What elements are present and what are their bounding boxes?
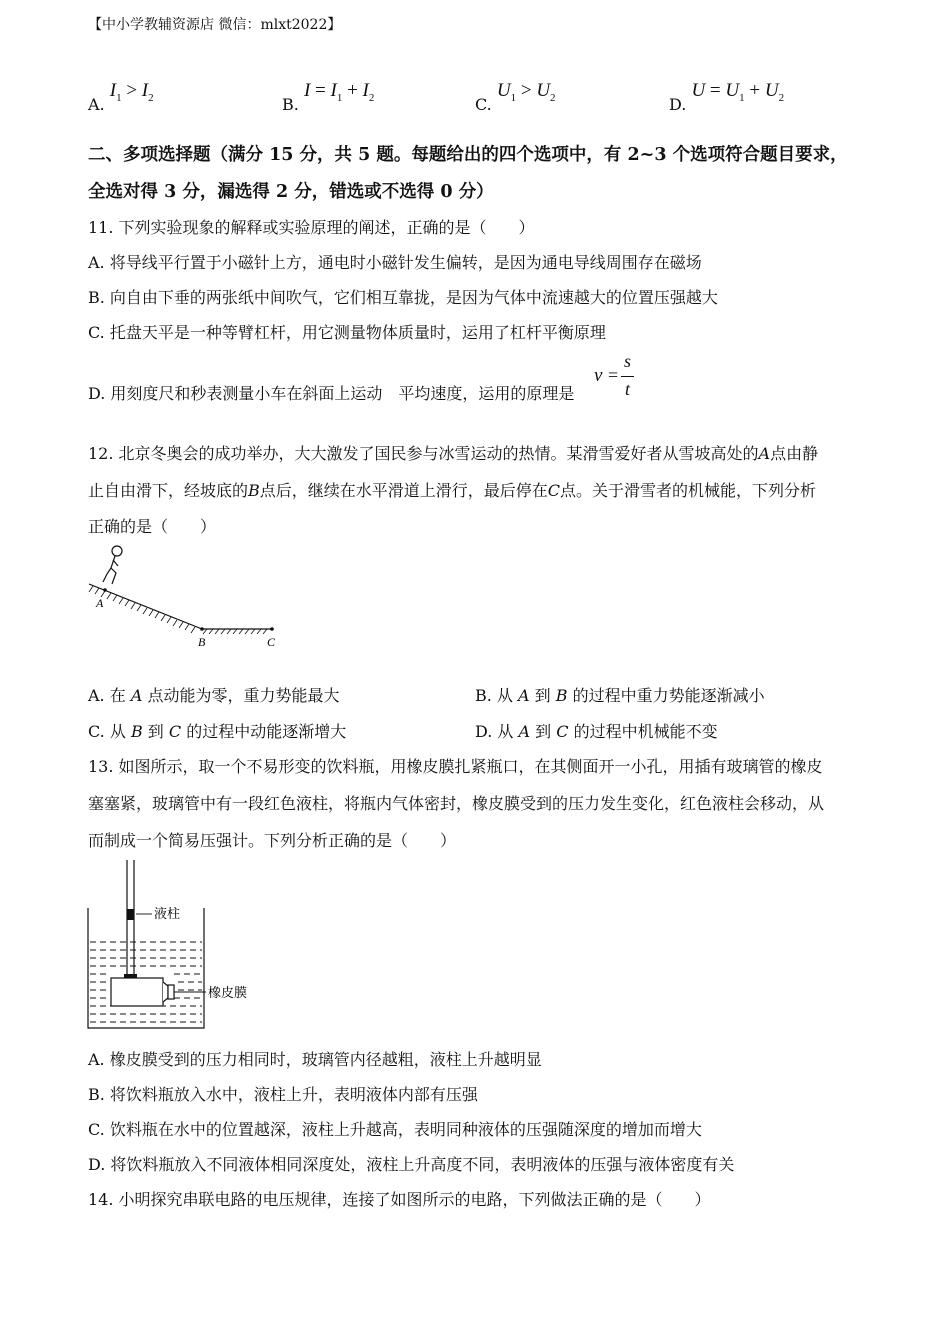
rubber-membrane <box>168 985 174 999</box>
q12-line1: 12. 北京冬奥会的成功举办，大大激发了国民参与冰雪运动的热情。某滑雪爱好者从雪坡高处的A点由静 <box>88 444 819 463</box>
q13-option-c[interactable]: C. 饮料瓶在水中的位置越深，液柱上升越高，表明同种液体的压强随深度的增加而增大 <box>88 1120 702 1139</box>
q13-line1: 13. 如图所示，取一个不易形变的饮料瓶，用橡皮膜扎紧瓶口，在其侧面开一小孔，用插有玻璃管的橡皮 <box>88 757 823 776</box>
q11-formula: v = s t <box>594 355 644 403</box>
q11-option-b[interactable]: B. 向自由下垂的两张纸中间吹气，它们相互靠拢，是因为气体中流速越大的位置压强越大 <box>88 288 718 307</box>
prev-option-c[interactable]: C. $U_1 > U_2$ <box>475 80 556 114</box>
q13-pressure-figure <box>84 856 264 1034</box>
q11-option-d[interactable]: D. 用刻度尺和秒表测量小车在斜面上运动 平均速度，运用的原理是 <box>88 384 575 403</box>
slope-hatch <box>89 586 267 634</box>
prev-option-d[interactable]: D. $U = U_1 + U_2$ <box>669 80 785 114</box>
q13-line3: 而制成一个简易压强计。下列分析正确的是（ ） <box>88 831 457 850</box>
q12-line2: 止自由滑下，经坡底的B点后，继续在水平滑道上滑行，最后停在C点。关于滑雪者的机械能，下列分析 <box>88 481 817 500</box>
prev-option-b[interactable]: B. $I = I_1 + I_2$ <box>282 80 375 114</box>
point-c-dot <box>270 627 274 631</box>
q12-slope-figure <box>85 542 285 652</box>
formula: $U = U_1 + U_2$ <box>691 80 785 104</box>
formula: $I = I_1 + I_2$ <box>303 80 375 104</box>
label-column: 液柱 <box>154 907 181 922</box>
point-a-dot <box>103 588 107 592</box>
rubber-stopper <box>124 974 137 978</box>
formula: $U_1 > U_2$ <box>496 80 556 104</box>
q11-option-c[interactable]: C. 托盘天平是一种等臂杠杆，用它测量物体质量时，运用了杠杆平衡原理 <box>88 323 606 342</box>
q12-option-d[interactable]: D. 从 A 到 C 的过程中机械能不变 <box>475 722 718 741</box>
q12-line3: 正确的是（ ） <box>88 517 217 536</box>
q13-option-a[interactable]: A. 橡皮膜受到的压力相同时，玻璃管内径越粗，液柱上升越明显 <box>88 1050 542 1069</box>
label-membrane: 橡皮膜 <box>208 986 248 1001</box>
formula: $I_1 > I_2$ <box>109 80 154 104</box>
page-header: 【中小学教辅资源店 微信：mlxt2022】 <box>88 17 342 33</box>
prev-option-a[interactable]: A. $I_1 > I_2$ <box>88 80 154 114</box>
q13-option-d[interactable]: D. 将饮料瓶放入不同液体相同深度处，液柱上升高度不同，表明液体的压强与液体密度有关 <box>88 1155 735 1174</box>
bottle-body <box>111 978 163 1006</box>
q14-stem: 14. 小明探究串联电路的电压规律，连接了如图所示的电路，下列做法正确的是（ ） <box>88 1190 711 1209</box>
label-c: C <box>267 635 276 649</box>
label-a: A <box>96 596 104 610</box>
q11-stem: 11. 下列实验现象的解释或实验原理的阐述，正确的是（ ） <box>88 218 535 237</box>
bottle-neck <box>163 982 168 1002</box>
q11-option-a[interactable]: A. 将导线平行置于小磁针上方，通电时小磁针发生偏转，是因为通电导线周围存在磁场 <box>88 253 702 272</box>
point-b-dot <box>200 627 204 631</box>
label-b: B <box>198 635 206 649</box>
section-heading-2: 全选对得 3 分，漏选得 2 分，错选或不选得 0 分） <box>88 182 494 202</box>
q12-option-c[interactable]: C. 从 B 到 C 的过程中动能逐渐增大 <box>88 722 347 741</box>
liquid-column <box>127 909 134 920</box>
section-heading: 二、多项选择题（满分 15 分，共 5 题。每题给出的四个选项中，有 2~3 个选项符合题目要求， <box>88 145 848 165</box>
container <box>88 908 204 1028</box>
fraction-bar <box>621 376 634 377</box>
skier-figure <box>103 546 122 584</box>
q13-line2: 塞塞紧，玻璃管中有一段红色液柱，将瓶内气体密封，橡皮膜受到的压力发生变化，红色液柱会移动，从 <box>88 794 825 813</box>
q12-option-a[interactable]: A. 在 A 点动能为零，重力势能最大 <box>88 686 340 705</box>
q12-option-b[interactable]: B. 从 A 到 B 的过程中重力势能逐渐减小 <box>475 686 765 705</box>
q13-option-b[interactable]: B. 将饮料瓶放入水中，液柱上升，表明液体内部有压强 <box>88 1085 478 1104</box>
